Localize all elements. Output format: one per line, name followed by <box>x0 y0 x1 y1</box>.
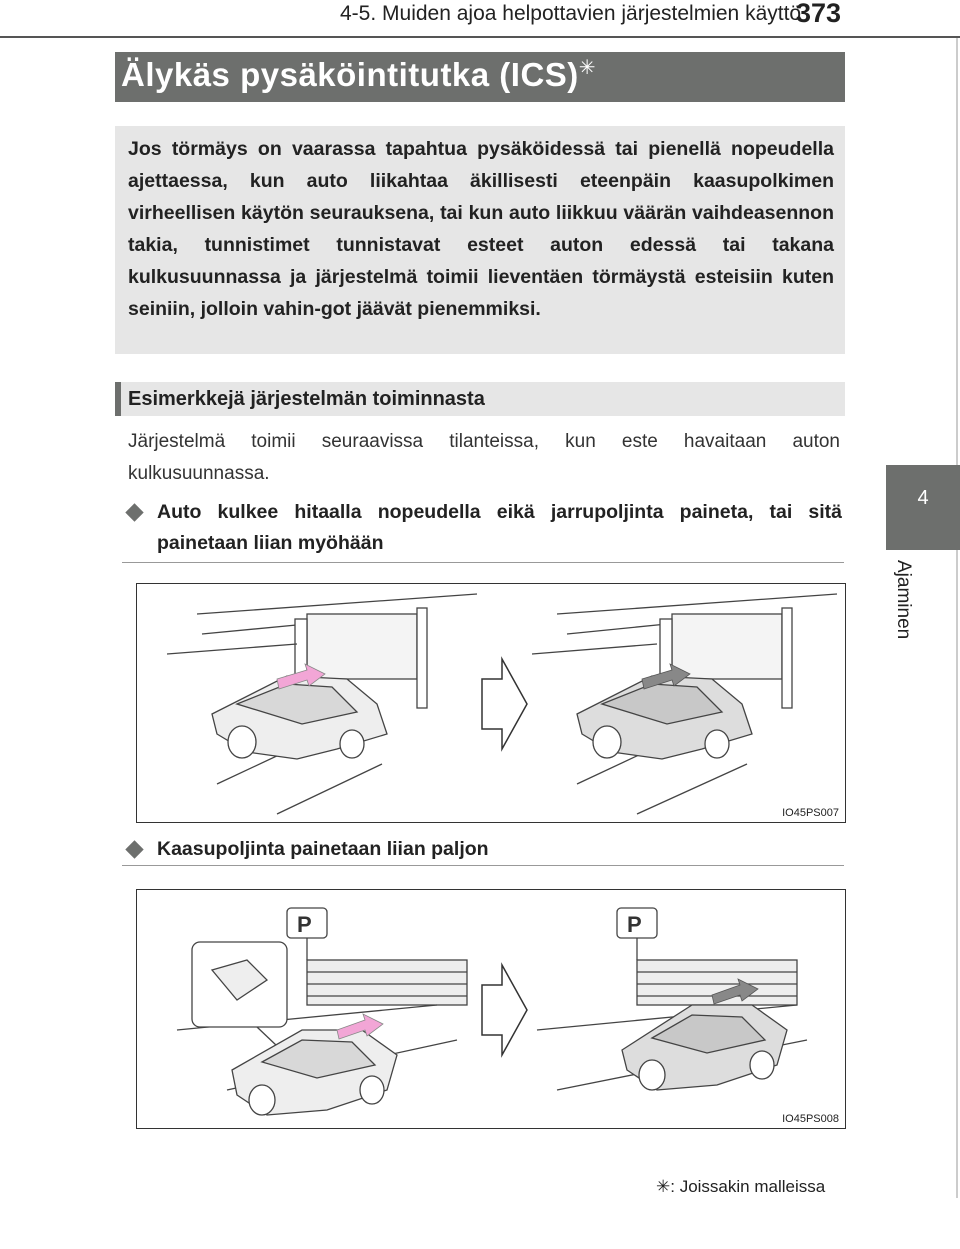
bullet-item-1 <box>128 497 842 559</box>
section-body: Järjestelmä toimii seuraavissa tilanteissa, kun este havaitaan auton kulkusuunnassa. <box>128 431 840 484</box>
page-title <box>121 55 596 94</box>
page-number: 373 <box>796 0 842 28</box>
page-title-bar <box>115 52 845 102</box>
section-heading <box>115 382 845 416</box>
header-rule <box>0 36 960 38</box>
footnote <box>656 1177 825 1197</box>
intro-box <box>115 126 845 354</box>
chapter-tab <box>886 465 960 550</box>
bullet-rule-2 <box>122 865 844 866</box>
chapter-label-text: Ajaminen <box>893 560 914 640</box>
illustration-parking-wall <box>136 583 846 823</box>
illustration-parking-lot-pedal <box>136 889 846 1129</box>
page-title-text: Älykäs pysäköintitutka (ICS) <box>121 56 579 93</box>
footnote-asterisk: ✳ <box>656 1177 671 1196</box>
svg-text:P: P <box>627 912 642 937</box>
running-header: 4-5. Muiden ajoa helpottavien järjestelmien käyttö <box>340 2 802 25</box>
bullet-text-1: Auto kulkee hitaalla nopeudella eikä jarrupoljinta paineta, tai sitä painetaan liian myöhään <box>157 501 842 554</box>
chapter-number: 4 <box>917 487 929 509</box>
bullet-item-2 <box>128 834 842 865</box>
intro-text: Jos törmäys on vaarassa tapahtua pysäköidessä tai pienellä nopeudella ajettaessa, kun auto liikahtaa äkillisesti eteenpäin kaasupolkimen virheellisen käytön seurauksena, tai kun auto liikkuu väärän vaihdeasennon takia, tunnistimet tunnistavat esteet auton edessä tai takana kulkusuunnassa ja järjestelmä toimii lieventäen törmäystä esteisiin kuten seiniin, jolloin vahin-got jäävät pienemmiksi. <box>128 138 834 320</box>
section-heading-bar <box>115 382 121 416</box>
bullet-text-2: Kaasupoljinta painetaan liian paljon <box>157 838 489 860</box>
footnote-text: : Joissakin malleissa <box>670 1177 826 1196</box>
title-asterisk: ✳ <box>578 57 597 79</box>
margin-line <box>956 38 958 1198</box>
chapter-label <box>882 560 922 650</box>
figure-id-2: IO45PS008 <box>782 1113 839 1125</box>
illustration-svg-1 <box>137 584 845 822</box>
illustration-svg-2 <box>137 890 845 1128</box>
figure-id-1: IO45PS007 <box>782 807 839 819</box>
svg-text:P: P <box>297 912 312 937</box>
bullet-rule-1 <box>122 562 844 563</box>
section-heading-text: Esimerkkejä järjestelmän toiminnasta <box>128 388 485 410</box>
